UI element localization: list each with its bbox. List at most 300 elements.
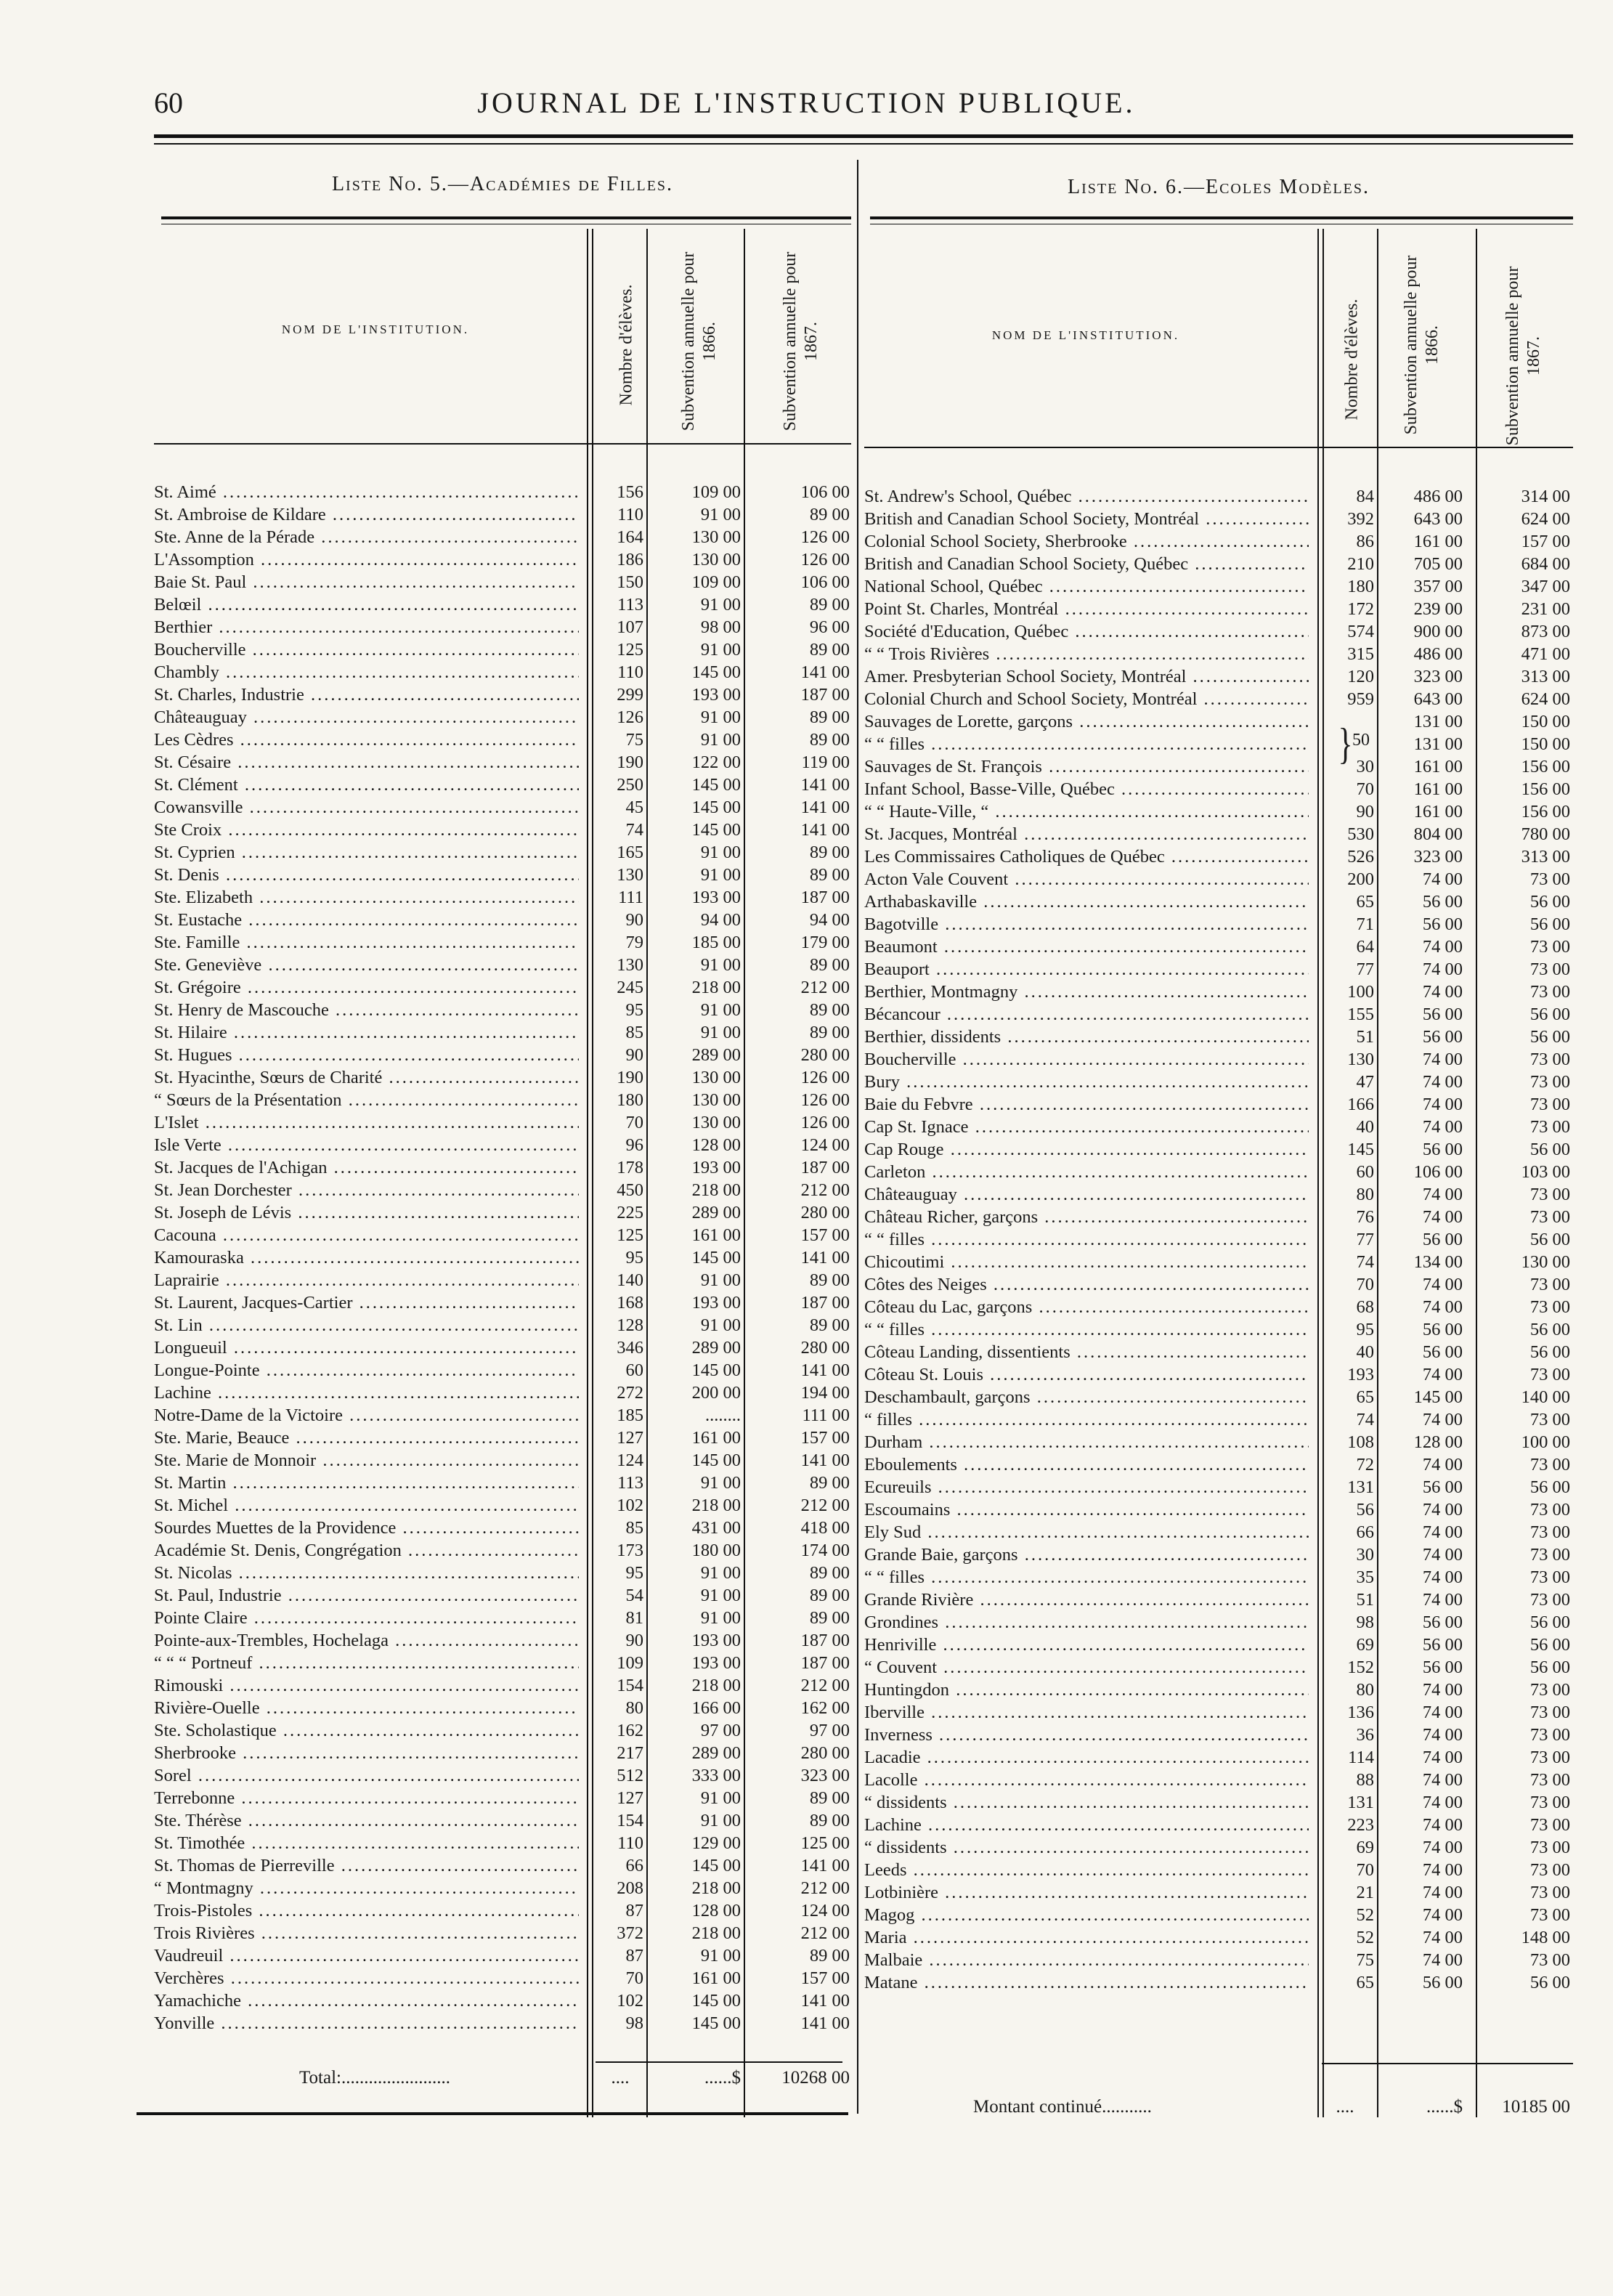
subvention-1866: 193 00 <box>691 888 741 907</box>
table-row <box>864 710 1573 733</box>
table-row <box>154 1562 851 1584</box>
eleves-count: 87 <box>625 1946 643 1966</box>
subvention-1866: 705 00 <box>1413 554 1463 574</box>
subvention-1867: 56 00 <box>1529 892 1570 912</box>
subvention-1867: 141 00 <box>800 820 850 840</box>
subvention-1866: 91 00 <box>700 595 741 614</box>
table-row <box>864 778 1573 800</box>
eleves-count: 164 <box>617 527 643 547</box>
subvention-1867: 314 00 <box>1521 487 1570 506</box>
subvention-1866: 91 00 <box>700 1473 741 1493</box>
subvention-1866: 74 00 <box>1422 1117 1463 1137</box>
eleves-count: 186 <box>617 550 643 569</box>
institution-name: British and Canadian School Society, Montréal ..... <box>864 508 1309 530</box>
right-1866-col-header: Subvention annuelle pour 1866. <box>1402 255 1442 435</box>
institution-name: Pointe-aux-Trembles, Hochelaga ..... <box>154 1629 579 1652</box>
institution-name: Lachine ..... <box>864 1814 1309 1836</box>
subvention-1867: 126 00 <box>800 550 850 569</box>
table-row <box>154 1134 851 1156</box>
table-row <box>864 1138 1573 1161</box>
institution-name: Sourdes Muettes de la Providence ..... <box>154 1517 579 1539</box>
left-eleves-col-header: Nombre d'élèves. <box>617 284 636 406</box>
table-row <box>154 706 851 729</box>
subvention-1866: 91 00 <box>700 505 741 524</box>
subvention-1867: 157 00 <box>1521 532 1570 551</box>
subvention-1867: 73 00 <box>1529 1770 1570 1790</box>
list-5-title: Liste No. 5.—Académies de Filles. <box>331 173 674 195</box>
subvention-1867: 780 00 <box>1521 824 1570 844</box>
subvention-1867: 73 00 <box>1529 1950 1570 1970</box>
left-header-rule <box>154 443 851 445</box>
subvention-1867: 89 00 <box>809 865 850 885</box>
eleves-count: 127 <box>617 1428 643 1448</box>
eleves-count: 90 <box>1356 802 1374 822</box>
eleves-count: 68 <box>1356 1297 1374 1317</box>
table-row <box>864 936 1573 958</box>
table-row <box>154 909 851 931</box>
table-row <box>864 1408 1573 1431</box>
eleves-count: 162 <box>617 1721 643 1740</box>
subvention-1866: 91 00 <box>700 1788 741 1808</box>
table-row <box>154 1494 851 1517</box>
subvention-1866: 97 00 <box>700 1721 741 1740</box>
subvention-1867: 103 00 <box>1521 1162 1570 1182</box>
subvention-1866: 74 00 <box>1422 1725 1463 1745</box>
subvention-1867: 100 00 <box>1521 1432 1570 1452</box>
subvention-1867: 212 00 <box>800 1676 850 1695</box>
subvention-1866: 643 00 <box>1413 689 1463 709</box>
eleves-count: 51 <box>1356 1590 1374 1610</box>
table-row <box>864 1071 1573 1093</box>
eleves-count: 208 <box>617 1878 643 1898</box>
eleves-count: 154 <box>617 1811 643 1830</box>
eleves-count: 272 <box>617 1383 643 1403</box>
institution-name: Isle Verte ..... <box>154 1134 579 1156</box>
subvention-1866: 218 00 <box>691 1180 741 1200</box>
institution-name: Cap Rouge ..... <box>864 1138 1309 1161</box>
subvention-1866: ........ <box>705 1405 741 1425</box>
institution-name: Magog ..... <box>864 1904 1309 1926</box>
table-row <box>154 1291 851 1314</box>
subvention-1866: 56 00 <box>1422 892 1463 912</box>
eleves-count: 69 <box>1356 1838 1374 1857</box>
table-row <box>864 598 1573 620</box>
eleves-count: 88 <box>1356 1770 1374 1790</box>
subvention-1866: 289 00 <box>691 1203 741 1222</box>
subvention-1867: 141 00 <box>800 2013 850 2033</box>
subvention-1867: 73 00 <box>1529 960 1570 979</box>
table-row <box>154 1809 851 1832</box>
subvention-1866: 91 00 <box>700 1811 741 1830</box>
eleves-count: 52 <box>1356 1905 1374 1925</box>
table-row <box>864 1679 1573 1701</box>
table-row <box>864 755 1573 778</box>
left-total-eleves: .... <box>611 2068 630 2088</box>
col-divider-right-1867 <box>1476 229 1477 2117</box>
subvention-1866: 74 00 <box>1422 1455 1463 1474</box>
eleves-count: 70 <box>1356 779 1374 799</box>
institution-name: Bury ..... <box>864 1071 1309 1093</box>
subvention-1867: 73 00 <box>1529 1455 1570 1474</box>
eleves-count: 72 <box>1356 1455 1374 1474</box>
table-row <box>864 800 1573 823</box>
table-row <box>154 1629 851 1652</box>
subvention-1866: 161 00 <box>691 1428 741 1448</box>
subvention-1867: 56 00 <box>1529 1658 1570 1677</box>
subvention-1866: 74 00 <box>1422 1050 1463 1069</box>
subvention-1867: 156 00 <box>1521 779 1570 799</box>
eleves-count: 77 <box>1356 960 1374 979</box>
eleves-count: 128 <box>617 1315 643 1335</box>
subvention-1866: 193 00 <box>691 1653 741 1673</box>
eleves-count: 193 <box>1347 1365 1374 1384</box>
subvention-1866: 74 00 <box>1422 869 1463 889</box>
eleves-count: 110 <box>617 662 643 682</box>
subvention-1867: 56 00 <box>1529 1613 1570 1632</box>
institution-name: Ste. Anne de la Pérade ..... <box>154 526 579 548</box>
subvention-1866: 130 00 <box>691 550 741 569</box>
institution-name: Châteauguay ..... <box>864 1183 1309 1206</box>
table-row <box>154 1899 851 1922</box>
institution-name: Infant School, Basse-Ville, Québec ..... <box>864 778 1309 800</box>
col-divider-left-eleves-a <box>587 229 588 2117</box>
subvention-1867: 73 00 <box>1529 1905 1570 1925</box>
table-row <box>864 1701 1573 1724</box>
table-row <box>864 958 1573 981</box>
institution-name: St. Denis ..... <box>154 864 579 886</box>
table-row <box>864 665 1573 688</box>
table-row <box>864 1926 1573 1949</box>
table-row <box>154 1314 851 1336</box>
subvention-1867: 73 00 <box>1529 1567 1570 1587</box>
eleves-count: 124 <box>617 1451 643 1470</box>
subvention-1866: 357 00 <box>1413 577 1463 596</box>
eleves-count: 56 <box>1356 1500 1374 1520</box>
eleves-count: 95 <box>625 1563 643 1583</box>
institution-name: Ste. Elizabeth ..... <box>154 886 579 909</box>
col-divider-left-1867 <box>744 229 745 2117</box>
table-row <box>154 1179 851 1201</box>
eleves-count: 172 <box>1347 599 1374 619</box>
table-row <box>154 1269 851 1291</box>
eleves-count: 51 <box>1356 1027 1374 1047</box>
center-divider <box>857 160 858 2114</box>
eleves-count: 126 <box>617 707 643 727</box>
table-row <box>864 733 1573 755</box>
institution-name: Huntingdon ..... <box>864 1679 1309 1701</box>
table-row <box>154 819 851 841</box>
table-row <box>864 1589 1573 1611</box>
institution-name: Cowansville ..... <box>154 796 579 819</box>
subvention-1867: 187 00 <box>800 685 850 705</box>
subvention-1866: 56 00 <box>1422 1230 1463 1249</box>
subvention-1867: 313 00 <box>1521 667 1570 686</box>
left-total-label: Total:........................ <box>299 2068 450 2088</box>
subvention-1867: 187 00 <box>800 888 850 907</box>
eleves-count: 140 <box>617 1270 643 1290</box>
subvention-1866: 91 00 <box>700 1946 741 1966</box>
eleves-count: 70 <box>625 1113 643 1132</box>
subvention-1867: 148 00 <box>1521 1928 1570 1947</box>
subvention-1867: 156 00 <box>1521 757 1570 776</box>
table-row <box>864 1746 1573 1769</box>
eleves-count: 65 <box>1356 1973 1374 1992</box>
eleves-count: 574 <box>1347 622 1374 641</box>
institution-name: Grande Rivière ..... <box>864 1589 1309 1611</box>
institution-name: Rimouski ..... <box>154 1674 579 1697</box>
institution-name: Lacolle ..... <box>864 1769 1309 1791</box>
subvention-1866: 323 00 <box>1413 847 1463 867</box>
eleves-count: 66 <box>1356 1522 1374 1542</box>
subvention-1866: 74 00 <box>1422 1590 1463 1610</box>
subvention-1866: 145 00 <box>691 1991 741 2011</box>
subvention-1866: 145 00 <box>691 662 741 682</box>
table-row <box>154 1922 851 1944</box>
table-row <box>864 1543 1573 1566</box>
subvention-1867: 313 00 <box>1521 847 1570 867</box>
subvention-1867: 124 00 <box>800 1901 850 1920</box>
institution-name: Verchères ..... <box>154 1967 579 1989</box>
institution-name: St. Joseph de Lévis ..... <box>154 1201 579 1224</box>
subvention-1867: 73 00 <box>1529 1748 1570 1767</box>
institution-name: St. Aimé ..... <box>154 481 579 503</box>
table-row <box>154 1089 851 1111</box>
institution-name: Châteauguay ..... <box>154 706 579 729</box>
top-rule-thin <box>154 143 1573 145</box>
table-row <box>154 1517 851 1539</box>
eleves-count: 96 <box>625 1135 643 1155</box>
institution-name: St. Andrew's School, Québec ..... <box>864 485 1309 508</box>
subvention-1867: 140 00 <box>1521 1387 1570 1407</box>
eleves-count: 180 <box>1347 577 1374 596</box>
eleves-count: 200 <box>1347 869 1374 889</box>
subvention-1866: 74 00 <box>1422 1815 1463 1835</box>
institution-name: “ Couvent ..... <box>864 1656 1309 1679</box>
subvention-1866: 74 00 <box>1422 1567 1463 1587</box>
subvention-1867: 73 00 <box>1529 1365 1570 1384</box>
institution-name: National School, Québec ..... <box>864 575 1309 598</box>
left-1867-col-header: Subvention annuelle pour 1867. <box>781 251 821 431</box>
subvention-1866: 180 00 <box>691 1541 741 1560</box>
table-row <box>154 751 851 774</box>
col-divider-right-eleves-a <box>1317 229 1319 2117</box>
subvention-1867: 89 00 <box>809 843 850 862</box>
left-total-1866: ......$ <box>704 2068 741 2088</box>
subvention-1867: 418 00 <box>800 1518 850 1538</box>
eleves-count: 130 <box>617 955 643 975</box>
eleves-count: 166 <box>1347 1095 1374 1114</box>
left-title-rule <box>161 216 851 219</box>
subvention-1867: 212 00 <box>800 1180 850 1200</box>
eleves-count: 131 <box>1347 1793 1374 1812</box>
table-row <box>154 616 851 638</box>
institution-name: Grondines ..... <box>864 1611 1309 1634</box>
subvention-1867: 89 00 <box>809 505 850 524</box>
subvention-1866: 109 00 <box>691 572 741 592</box>
table-row <box>154 503 851 526</box>
institution-name: Amer. Presbyterian School Society, Montréal ..... <box>864 665 1309 688</box>
eleves-count: 210 <box>1347 554 1374 574</box>
institution-name: Ste. Marie, Beauce ..... <box>154 1427 579 1449</box>
subvention-1866: 91 00 <box>700 730 741 750</box>
subvention-1866: 161 00 <box>691 1225 741 1245</box>
subvention-1867: 73 00 <box>1529 1680 1570 1700</box>
subvention-1866: 218 00 <box>691 1878 741 1898</box>
eleves-count: 100 <box>1347 982 1374 1002</box>
subvention-1866: 161 00 <box>1413 532 1463 551</box>
eleves-count: 136 <box>1347 1703 1374 1722</box>
subvention-1867: 141 00 <box>800 1360 850 1380</box>
institution-name: Les Commissaires Catholiques de Québec ..... <box>864 845 1309 868</box>
subvention-1866: 91 00 <box>700 865 741 885</box>
subvention-1866: 74 00 <box>1422 1883 1463 1902</box>
eleves-count: 84 <box>1356 487 1374 506</box>
eleves-count: 165 <box>617 843 643 862</box>
eleves-count: 120 <box>1347 667 1374 686</box>
subvention-1867: 73 00 <box>1529 1522 1570 1542</box>
table-row <box>154 526 851 548</box>
eleves-count: 70 <box>625 1968 643 1988</box>
table-row <box>864 530 1573 553</box>
journal-title: JOURNAL DE L'INSTRUCTION PUBLIQUE. <box>477 86 1136 119</box>
eleves-count: 21 <box>1356 1883 1374 1902</box>
subvention-1866: 145 00 <box>691 2013 741 2033</box>
institution-name: Côteau Landing, dissentients ..... <box>864 1341 1309 1363</box>
table-row <box>154 1697 851 1719</box>
institution-name: Colonial Church and School Society, Montréal ..... <box>864 688 1309 710</box>
subvention-1867: 157 00 <box>800 1968 850 1988</box>
institution-name: Boucherville ..... <box>154 638 579 661</box>
table-row <box>154 1832 851 1854</box>
subvention-1867: 174 00 <box>800 1541 850 1560</box>
subvention-1866: 128 00 <box>691 1901 741 1920</box>
eleves-count: 79 <box>625 933 643 952</box>
subvention-1866: 74 00 <box>1422 1095 1463 1114</box>
table-row <box>864 1093 1573 1116</box>
subvention-1866: 289 00 <box>691 1045 741 1065</box>
institution-name: Cacouna ..... <box>154 1224 579 1246</box>
table-row <box>154 1539 851 1562</box>
institution-name: St. Martin ..... <box>154 1472 579 1494</box>
table-row <box>864 1769 1573 1791</box>
table-row <box>154 1224 851 1246</box>
institution-name: L'Assomption ..... <box>154 548 579 571</box>
table-row <box>864 1836 1573 1859</box>
eleves-count: 299 <box>617 685 643 705</box>
subvention-1866: 161 00 <box>691 1968 741 1988</box>
table-row <box>864 1026 1573 1048</box>
table-row <box>864 823 1573 845</box>
institution-name: St. Henry de Mascouche ..... <box>154 999 579 1021</box>
institution-name: Baie St. Paul ..... <box>154 571 579 593</box>
subvention-1867: 89 00 <box>809 1788 850 1808</box>
institution-name: Académie St. Denis, Congrégation ..... <box>154 1539 579 1562</box>
eleves-count: 392 <box>1347 509 1374 529</box>
subvention-1866: 56 00 <box>1422 1342 1463 1362</box>
subvention-1867: 73 00 <box>1529 1207 1570 1227</box>
table-row <box>154 1584 851 1607</box>
table-row <box>154 1719 851 1742</box>
institution-name: Ste. Marie de Monnoir ..... <box>154 1449 579 1472</box>
eleves-count: 75 <box>1356 1950 1374 1970</box>
table-row <box>864 1949 1573 1971</box>
institution-name: Notre-Dame de la Victoire ..... <box>154 1404 579 1427</box>
eleves-count: 74 <box>1356 1410 1374 1429</box>
table-row <box>864 508 1573 530</box>
table-row <box>154 1449 851 1472</box>
eleves-count: 450 <box>617 1180 643 1200</box>
eleves-count: 125 <box>617 640 643 660</box>
left-total-1867: 10268 00 <box>781 2068 850 2088</box>
institution-name: Arthabaskaville ..... <box>864 891 1309 913</box>
eleves-count: 190 <box>617 1068 643 1087</box>
table-row <box>154 593 851 616</box>
right-total-eleves: .... <box>1336 2097 1354 2117</box>
eleves-count: 95 <box>625 1248 643 1267</box>
institution-name: St. Hyacinthe, Sœurs de Charité ..... <box>154 1066 579 1089</box>
institution-name: Sherbrooke ..... <box>154 1742 579 1764</box>
eleves-count: 36 <box>1356 1725 1374 1745</box>
eleves-count: 154 <box>617 1676 643 1695</box>
table-row <box>864 1904 1573 1926</box>
eleves-count: 155 <box>1347 1005 1374 1024</box>
institution-name: Vaudreuil ..... <box>154 1944 579 1967</box>
table-row <box>864 553 1573 575</box>
subvention-1867: 89 00 <box>809 1023 850 1042</box>
table-row <box>154 931 851 954</box>
left-1866-col-header: Subvention annuelle pour 1866. <box>679 251 719 431</box>
eleves-count: 102 <box>617 1991 643 2011</box>
table-row <box>154 774 851 796</box>
subvention-1866: 74 00 <box>1422 1185 1463 1204</box>
eleves-count: 346 <box>617 1338 643 1358</box>
subvention-1866: 289 00 <box>691 1338 741 1358</box>
eleves-count: 95 <box>625 1000 643 1020</box>
table-row <box>864 1971 1573 1994</box>
institution-name: “ “ filles ..... <box>864 1318 1309 1341</box>
subvention-1867: 130 00 <box>1521 1252 1570 1272</box>
eleves-count: 156 <box>617 482 643 502</box>
eleves-count: 80 <box>625 1698 643 1718</box>
institution-name: Côteau du Lac, garçons ..... <box>864 1296 1309 1318</box>
subvention-1867: 624 00 <box>1521 509 1570 529</box>
institution-name: Acton Vale Couvent ..... <box>864 868 1309 891</box>
institution-name: “ “ filles ..... <box>864 733 1309 755</box>
table-row <box>864 981 1573 1003</box>
institution-name: Lotbinière ..... <box>864 1881 1309 1904</box>
subvention-1867: 684 00 <box>1521 554 1570 574</box>
institution-name: “ “ Haute-Ville, “ ..... <box>864 800 1309 823</box>
subvention-1867: 150 00 <box>1521 712 1570 731</box>
subvention-1867: 73 00 <box>1529 1117 1570 1137</box>
institution-name: Carleton ..... <box>864 1161 1309 1183</box>
subvention-1866: 804 00 <box>1413 824 1463 844</box>
eleves-count: 512 <box>617 1766 643 1785</box>
subvention-1867: 187 00 <box>800 1293 850 1313</box>
subvention-1867: 56 00 <box>1529 1320 1570 1339</box>
table-row <box>154 1111 851 1134</box>
table-row <box>864 620 1573 643</box>
table-row <box>154 661 851 683</box>
eleves-count: 225 <box>617 1203 643 1222</box>
institution-name: Longue-Pointe ..... <box>154 1359 579 1382</box>
table-row <box>154 1336 851 1359</box>
table-row <box>154 1652 851 1674</box>
subvention-1867: 106 00 <box>800 482 850 502</box>
table-row <box>154 1877 851 1899</box>
eleves-count: 110 <box>617 1833 643 1853</box>
institution-name: Leeds ..... <box>864 1859 1309 1881</box>
